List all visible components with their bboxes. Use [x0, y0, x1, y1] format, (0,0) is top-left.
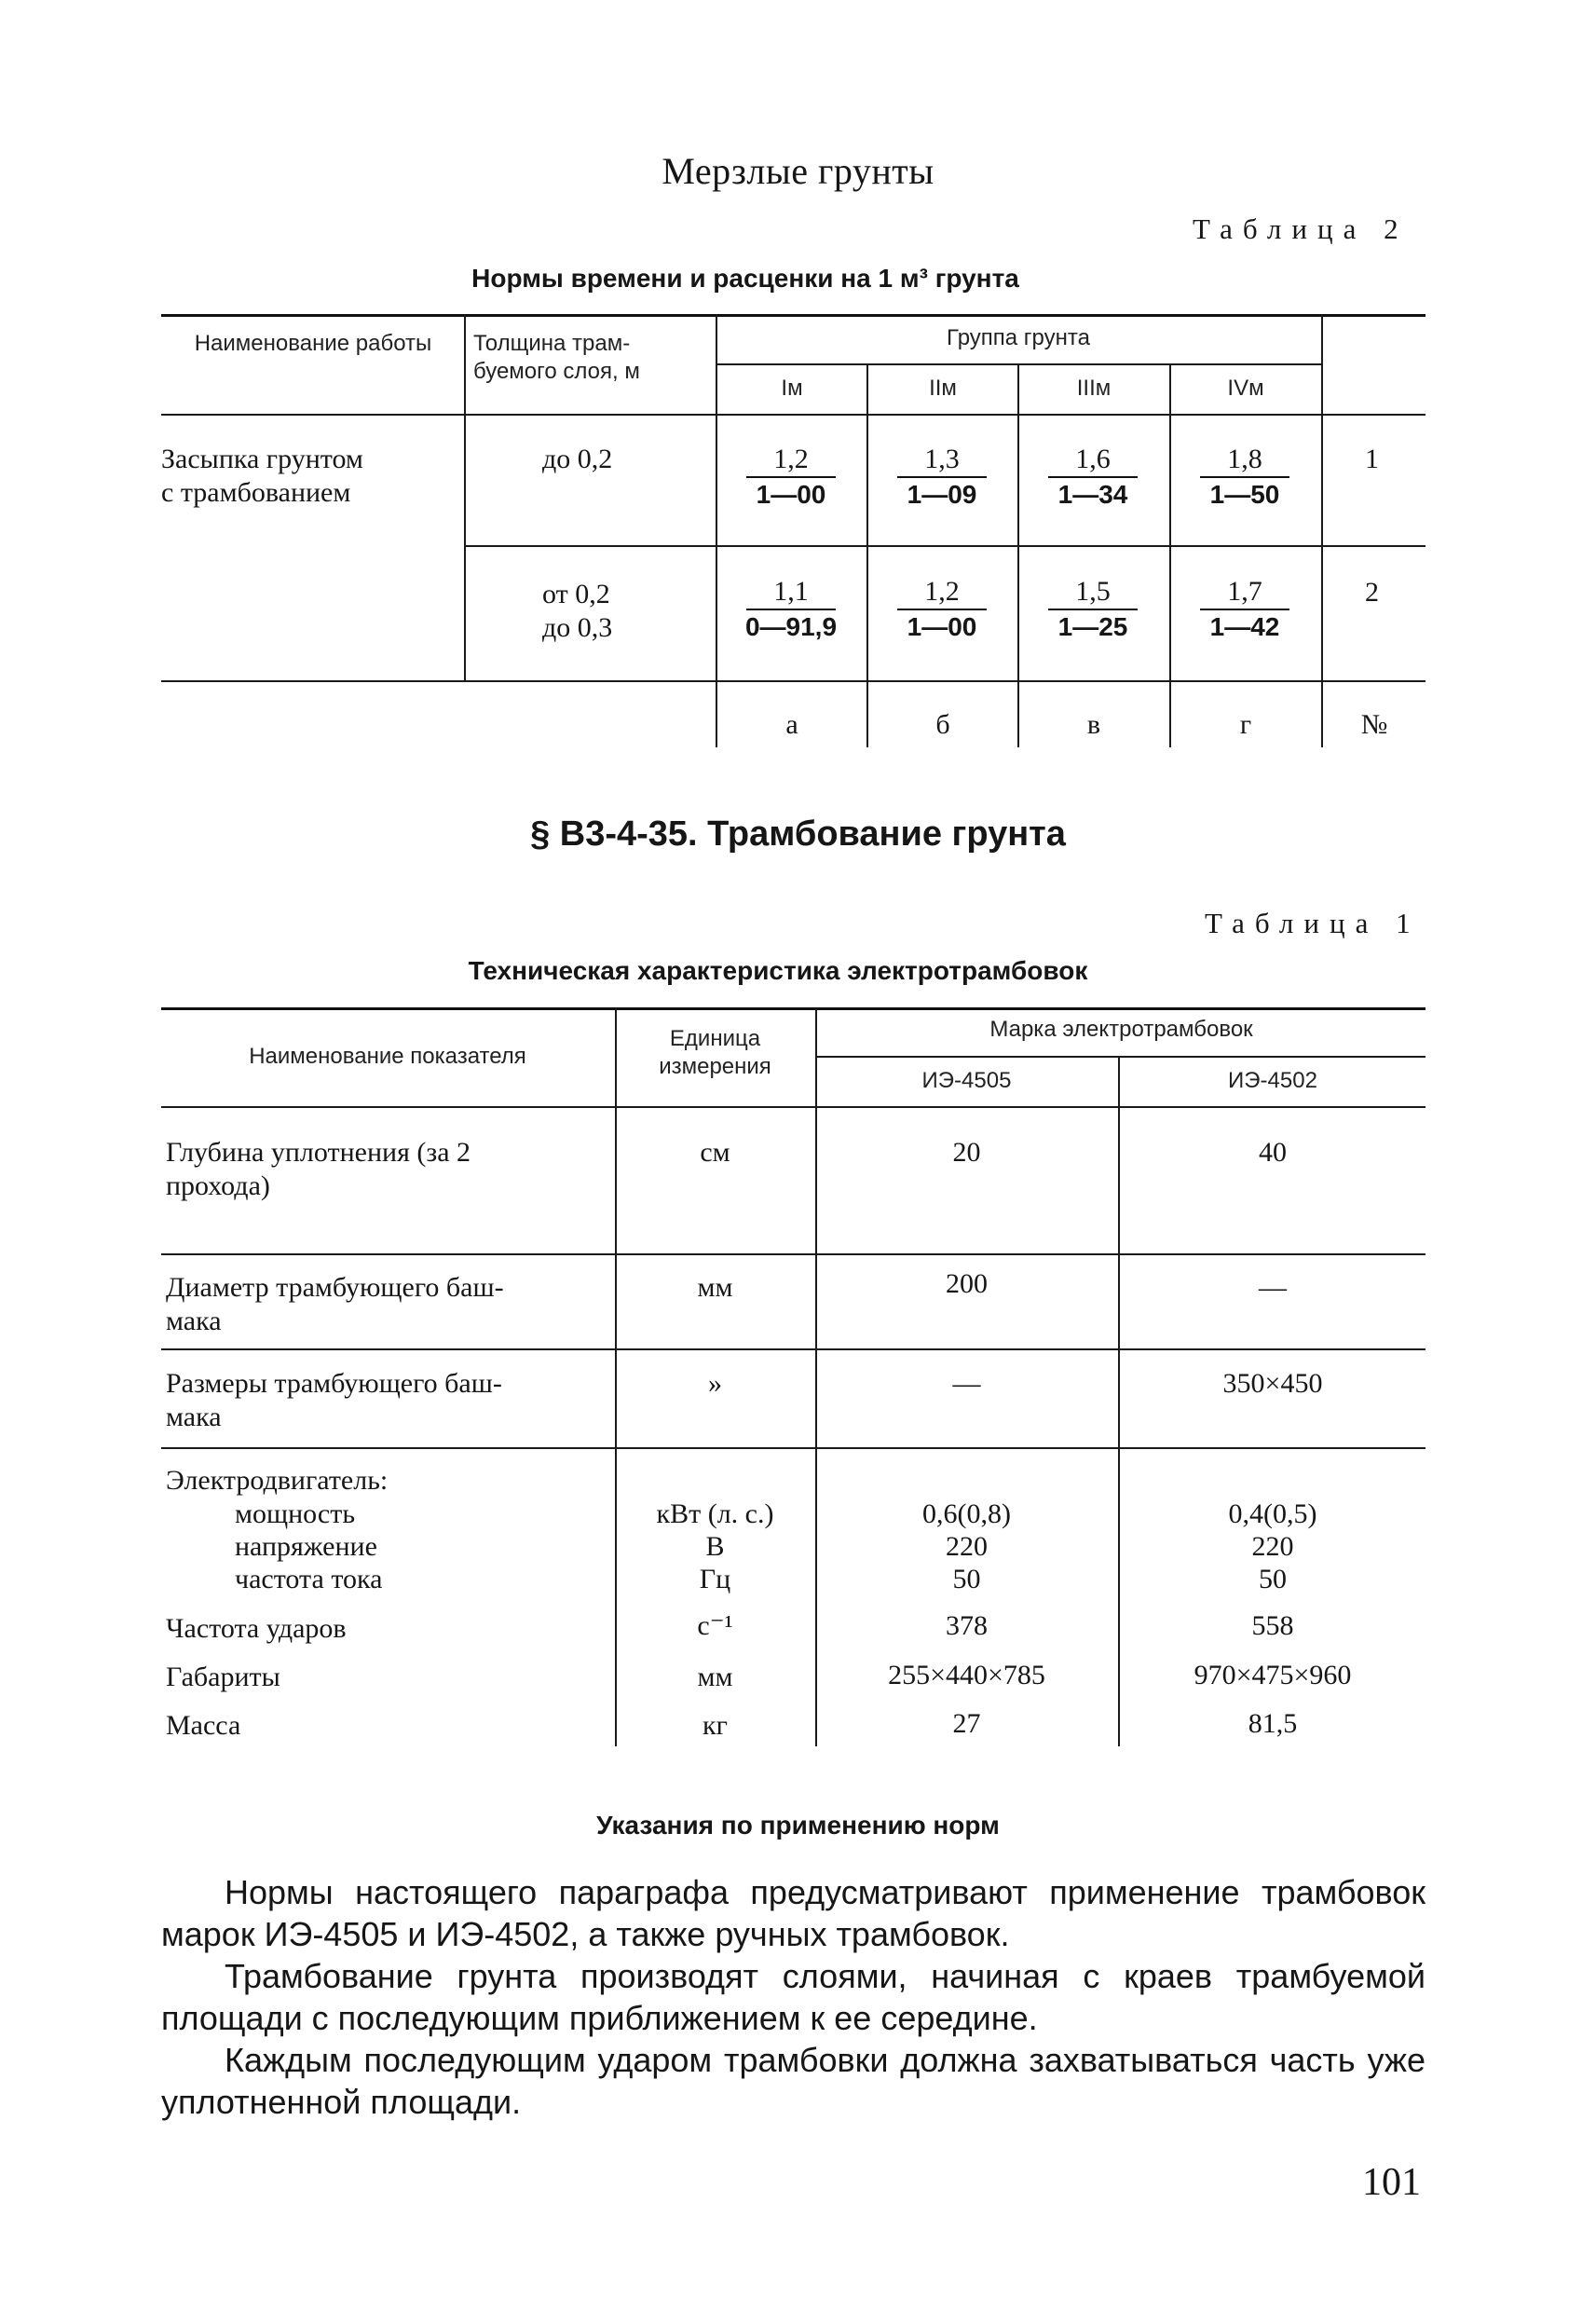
table2-footer-a: а	[785, 709, 798, 740]
table1-motor-voltage-unit: В	[705, 1531, 725, 1562]
fraction-numerator: 1,2	[773, 444, 809, 474]
table1-row-dims-v2: 970×475×960	[1194, 1660, 1352, 1690]
table1-row-impacts-v1: 378	[946, 1610, 988, 1641]
table1-row-depth-name-line1: Глубина уплотнения (за 2	[166, 1137, 471, 1168]
table2-group-2: IIм	[929, 376, 957, 401]
table1-motor-voltage-v2: 220	[1251, 1531, 1294, 1562]
section-heading: § В3-4-35. Трамбование грунта	[530, 814, 1066, 854]
instructions-body	[161, 1871, 1425, 2123]
table2-row2-value-b	[881, 576, 1003, 644]
table2-group-3: IIIм	[1076, 376, 1112, 401]
table2-group-4: IVм	[1227, 376, 1264, 401]
table2-row2-thickness-line2: до 0,3	[542, 612, 613, 643]
table2-row1-value-a	[730, 444, 852, 512]
table2-row1-work-line2: с трамбованием	[161, 477, 351, 508]
table1-row-dims-v1: 255×440×785	[888, 1660, 1045, 1690]
table2-footer-b: б	[935, 709, 950, 740]
table2-footer-d: г	[1239, 709, 1252, 740]
table2-footer-no: №	[1360, 709, 1388, 740]
table2-header-thickness: Толщина трам-буемого слоя, м	[473, 331, 640, 384]
table1-row-rule	[161, 1253, 1425, 1255]
fraction-numerator: 1,3	[924, 444, 960, 474]
table1-row-diameter-name	[166, 1271, 599, 1338]
table1-row-size-name-line2: мака	[166, 1402, 222, 1432]
fraction-denominator: 1—00	[907, 612, 977, 641]
table2-row2-value-a	[730, 576, 852, 644]
table1-row-impacts-unit: с⁻¹	[697, 1610, 733, 1641]
table1-row-mass-v1: 27	[952, 1708, 981, 1739]
table1-row-mass-name: Масса	[166, 1710, 241, 1741]
table1-header-unit	[617, 1025, 813, 1081]
fraction-denominator: 1—34	[1057, 480, 1128, 509]
table1-row-depth-name-line2: прохода)	[166, 1170, 270, 1201]
table1-row-depth-v1: 20	[952, 1137, 981, 1168]
table1-row-size-v2: 350×450	[1222, 1368, 1323, 1399]
table2-row1-work-line1: Засыпка грунтом	[161, 444, 363, 474]
instructions-paragraph: Каждым последующим ударом трамбовки должна захватываться часть уже уплотненной площади.	[161, 2041, 1425, 2121]
table1-motor-power-name: мощность	[235, 1498, 355, 1529]
page-number: 101	[1362, 2161, 1421, 2204]
table2-bottom-rule	[161, 680, 1425, 682]
table1-motor-freq-v2: 50	[1259, 1564, 1287, 1594]
table1-header-name: Наименование показателя	[249, 1044, 526, 1069]
table1-row-size-v1: —	[952, 1368, 981, 1399]
table1-header-brand: Марка электротрамбовок	[989, 1017, 1253, 1042]
table1-row-depth-unit: см	[700, 1137, 730, 1168]
table1-motor-power-v1: 0,6(0,8)	[922, 1498, 1011, 1529]
table1-row-diameter-unit: мм	[697, 1272, 733, 1303]
table1-motor-power-v2: 0,4(0,5)	[1228, 1498, 1317, 1529]
fraction-numerator: 1,5	[1075, 576, 1111, 607]
table2-row2-thickness	[542, 578, 612, 645]
table1-row-impacts-v2: 558	[1251, 1610, 1294, 1641]
table1-row-impacts-name: Частота ударов	[166, 1613, 347, 1644]
fraction-denominator: 1—42	[1209, 612, 1280, 641]
table2-row2-thickness-line1: от 0,2	[542, 579, 610, 609]
table1-row-dims-unit: мм	[697, 1662, 733, 1692]
table1-caption: Техническая характеристика электротрамбовок	[468, 956, 1088, 985]
table1-motor-freq-v1: 50	[952, 1564, 981, 1594]
fraction-denominator: 1—50	[1209, 480, 1280, 509]
table2-vline	[1321, 314, 1323, 747]
table1-brand-rule	[815, 1056, 1425, 1058]
fraction-denominator: 0—91,9	[744, 612, 838, 641]
table2-header-group: Группа грунта	[947, 325, 1090, 350]
table1-row-rule	[161, 1447, 1425, 1449]
table2-vline	[1169, 363, 1171, 747]
fraction-numerator: 1,7	[1227, 576, 1262, 607]
fraction-numerator: 1,2	[924, 576, 960, 607]
table1-motor-voltage-v1: 220	[946, 1531, 988, 1562]
table1-row-size-unit: »	[708, 1368, 722, 1399]
table2-header-work: Наименование работы	[194, 331, 432, 356]
table2-row1-no: 1	[1365, 444, 1379, 474]
table1-row-mass-v2: 81,5	[1248, 1708, 1298, 1739]
table1-brand-2: ИЭ-4502	[1228, 1068, 1317, 1093]
table2-row1-thickness: до 0,2	[542, 444, 613, 474]
table1-row-size-name	[166, 1367, 599, 1434]
table2-label: Таблица 2	[1193, 212, 1409, 245]
table1-motor-voltage-name: напряжение	[235, 1531, 377, 1562]
table2-row2-no: 2	[1365, 577, 1379, 608]
table1-row-diameter-v1: 200	[946, 1268, 988, 1299]
table2-row1-work	[161, 443, 363, 510]
table1-label: Таблица 1	[1205, 907, 1421, 939]
instructions-paragraph: Трамбование грунта производят слоями, начиная с краев трамбуемой площади с последующим приближением к ее середине.	[161, 1957, 1425, 2037]
fraction-numerator: 1,8	[1227, 444, 1262, 474]
table1-header-unit-line2: измерения	[659, 1054, 771, 1079]
table2-row1-value-c	[1032, 444, 1153, 512]
table2-row2-value-d	[1184, 576, 1305, 644]
table2-caption: Нормы времени и расценки на 1 м³ грунта	[471, 264, 1019, 293]
instructions-heading: Указания по применению норм	[596, 1811, 1000, 1840]
fraction-denominator: 1—09	[907, 480, 977, 509]
table1-row-diameter-name-line2: мака	[166, 1306, 222, 1336]
fraction-numerator: 1,6	[1075, 444, 1111, 474]
table1-row-dims-name: Габариты	[166, 1662, 280, 1692]
table2-vline	[1017, 363, 1019, 747]
table1-row-depth-name	[166, 1136, 599, 1203]
table1-row-diameter-v2: —	[1259, 1272, 1287, 1303]
table1-row-diameter-name-line1: Диаметр трамбующего баш-	[166, 1272, 504, 1303]
table1-row-rule	[161, 1348, 1425, 1350]
table1-row-mass-unit: кг	[703, 1710, 728, 1741]
table2-row1-value-b	[881, 444, 1003, 512]
table1-row-size-name-line1: Размеры трамбующего баш-	[166, 1368, 502, 1399]
table1-brand-1: ИЭ-4505	[921, 1068, 1012, 1093]
table1-header-unit-line1: Единица	[669, 1026, 761, 1051]
instructions-paragraph: Нормы настоящего параграфа предусматривают применение трамбовок марок ИЭ-4505 и ИЭ-4502, а также ручных трамбовок.	[161, 1873, 1425, 1953]
table1-motor-freq-unit: Гц	[699, 1564, 731, 1594]
table1-motor-power-unit: кВт (л. с.)	[656, 1498, 774, 1529]
section-title: Мерзлые грунты	[662, 150, 934, 192]
table1-top-rule	[161, 1007, 1425, 1010]
table1-header-rule	[161, 1106, 1425, 1108]
table2-top-rule	[161, 314, 1425, 317]
fraction-numerator: 1,1	[773, 576, 809, 607]
table1-row-depth-v2: 40	[1259, 1137, 1287, 1168]
table1-motor-title: Электродвигатель:	[166, 1465, 389, 1496]
table2-group-1: Iм	[781, 376, 803, 401]
table1-motor-freq-name: частота тока	[235, 1564, 383, 1594]
table2-vline	[464, 314, 466, 680]
table2-vline	[866, 363, 868, 747]
table2-row2-value-c	[1032, 576, 1153, 644]
table2-footer-c: в	[1086, 709, 1101, 740]
table2-row-rule	[464, 545, 1425, 547]
table2-row1-value-d	[1184, 444, 1305, 512]
table2-header-rule	[161, 414, 1425, 416]
fraction-denominator: 1—25	[1057, 612, 1128, 641]
fraction-denominator: 1—00	[756, 480, 826, 509]
